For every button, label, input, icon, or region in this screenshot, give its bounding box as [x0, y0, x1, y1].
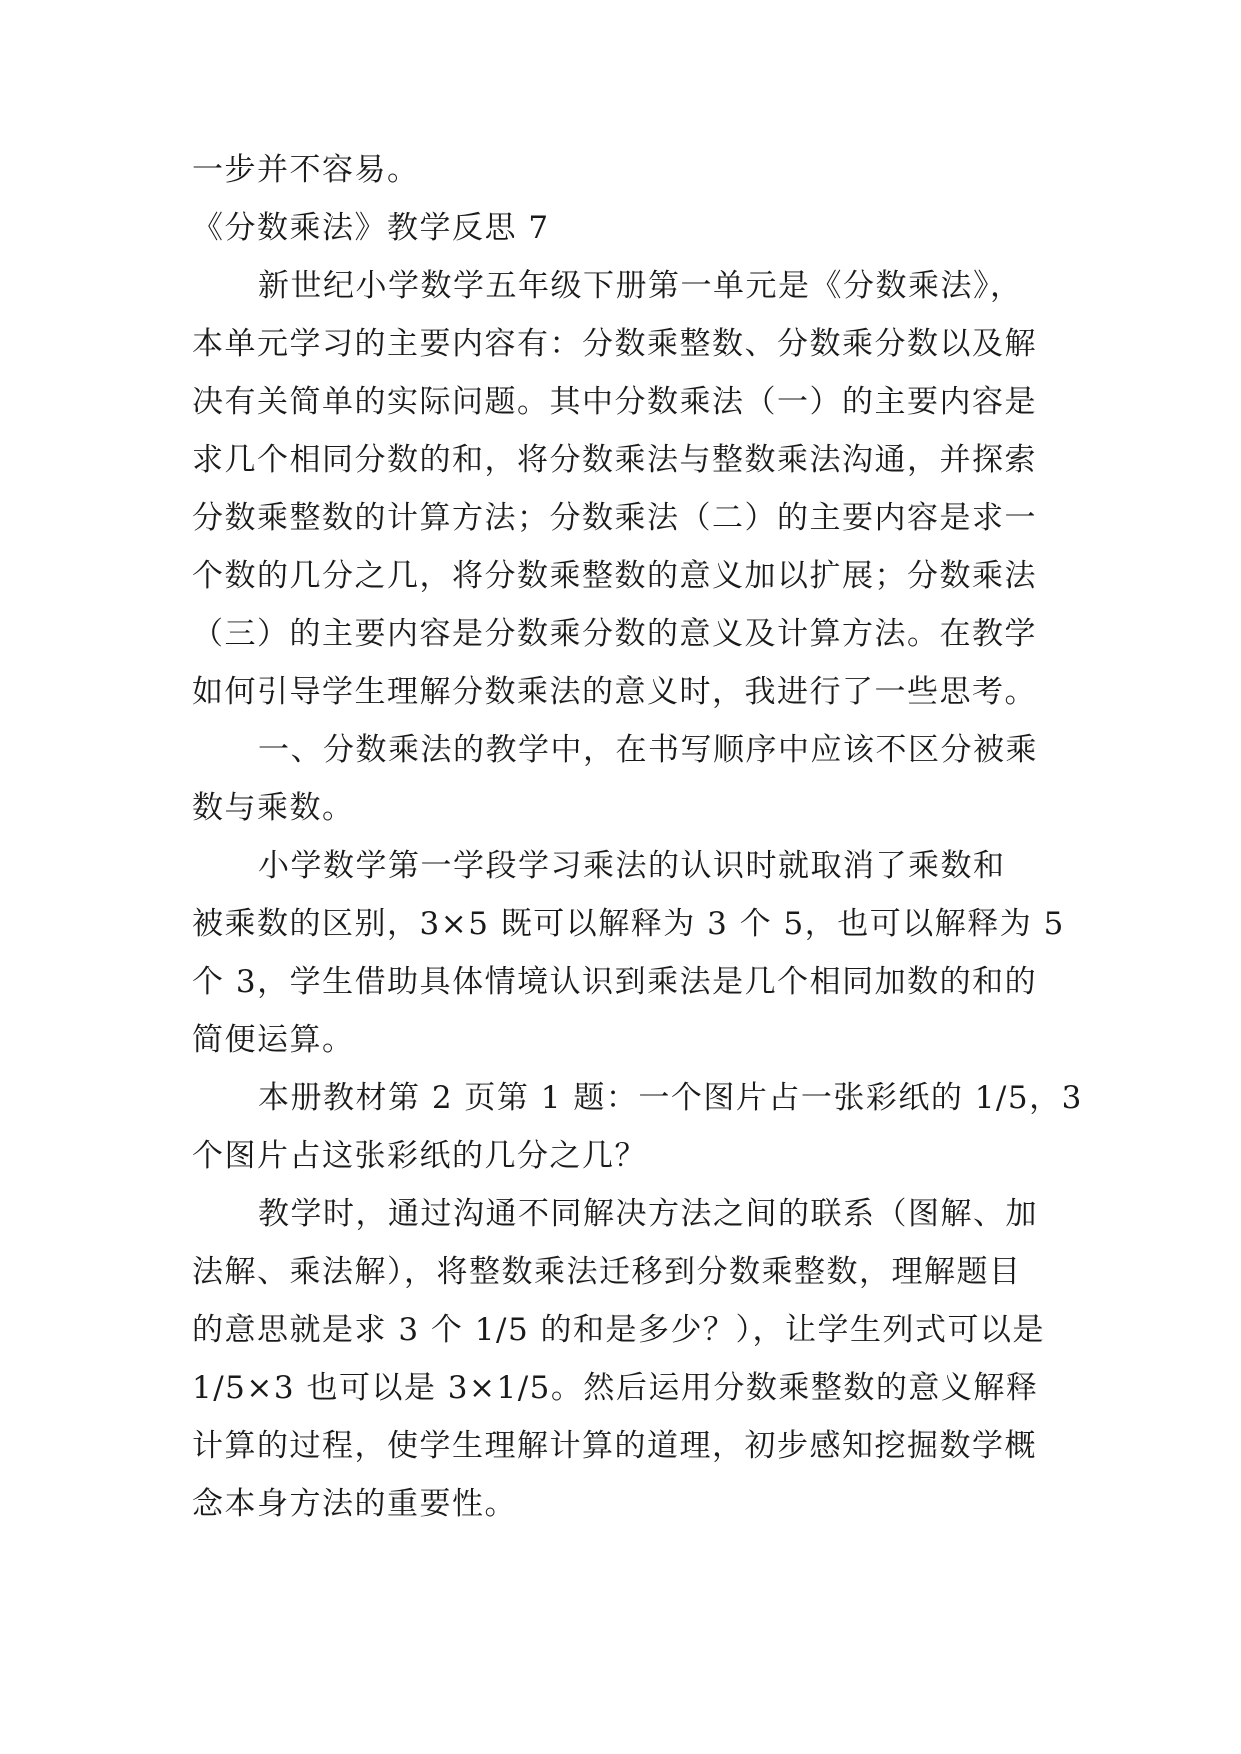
- text-line: 念本身方法的重要性。: [192, 1486, 517, 1522]
- text-line: 1/5×3 也可以是 3×1/5。然后运用分数乘整数的意义解释: [192, 1370, 1039, 1406]
- text-line: 本册教材第 2 页第 1 题：一个图片占一张彩纸的 1/5，3: [258, 1080, 1083, 1116]
- text-line: （三）的主要内容是分数乘分数的意义及计算方法。在教学: [192, 616, 1037, 652]
- text-line: 小学数学第一学段学习乘法的认识时就取消了乘数和: [258, 848, 1006, 884]
- section-heading: 《分数乘法》教学反思 7: [192, 210, 550, 246]
- text-line: 被乘数的区别，3×5 既可以解释为 3 个 5，也可以解释为 5: [192, 906, 1065, 942]
- text-line: 个图片占这张彩纸的几分之几？: [192, 1138, 647, 1174]
- text-line: 本单元学习的主要内容有：分数乘整数、分数乘分数以及解: [192, 326, 1037, 362]
- text-line: 数与乘数。: [192, 790, 355, 826]
- text-line: 一、分数乘法的教学中，在书写顺序中应该不区分被乘: [258, 732, 1038, 768]
- text-line: 计算的过程，使学生理解计算的道理，初步感知挖掘数学概: [192, 1428, 1037, 1464]
- text-line: 简便运算。: [192, 1022, 355, 1058]
- text-line: 求几个相同分数的和，将分数乘法与整数乘法沟通，并探索: [192, 442, 1037, 478]
- text-line: 的意思就是求 3 个 1/5 的和是多少？），让学生列式可以是: [192, 1312, 1046, 1348]
- text-line: 决有关简单的实际问题。其中分数乘法（一）的主要内容是: [192, 384, 1037, 420]
- text-line: 个 3，学生借助具体情境认识到乘法是几个相同加数的和的: [192, 964, 1038, 1000]
- text-line: 教学时，通过沟通不同解决方法之间的联系（图解、加: [258, 1196, 1038, 1232]
- text-line: 法解、乘法解），将整数乘法迁移到分数乘整数，理解题目: [192, 1254, 1022, 1290]
- text-line: 一步并不容易。: [192, 152, 420, 188]
- text-line: 新世纪小学数学五年级下册第一单元是《分数乘法》，: [258, 268, 1023, 304]
- text-line: 个数的几分之几，将分数乘整数的意义加以扩展；分数乘法: [192, 558, 1037, 594]
- text-line: 分数乘整数的计算方法；分数乘法（二）的主要内容是求一: [192, 500, 1037, 536]
- text-line: 如何引导学生理解分数乘法的意义时，我进行了一些思考。: [192, 674, 1037, 710]
